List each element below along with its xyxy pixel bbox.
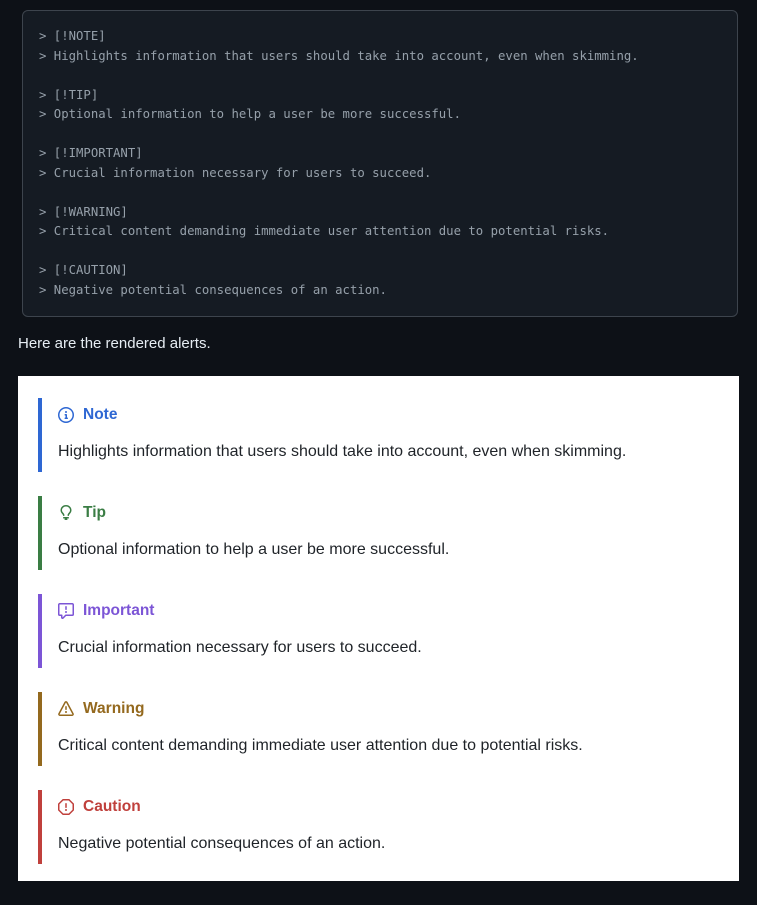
light-bulb-icon [58,505,74,521]
report-icon [58,603,74,619]
alert [38,594,719,668]
code-line: > [!IMPORTANT] [39,146,143,160]
markdown-source-code-block [22,10,738,317]
alert-title-text: Note [83,406,118,423]
alert [38,790,719,864]
alert-body-text: Highlights information that users should take into account, even when skimming. [58,443,627,460]
alert-title-text: Warning [83,700,145,717]
page [0,10,757,881]
code-line [39,183,721,203]
code-line: > [!WARNING] [39,204,128,219]
code-line: > [!CAUTION] [39,263,128,277]
code-line: > Optional information to help a user be more successful. [39,107,461,121]
rendered-alerts-panel [18,376,739,881]
alert-body-text: Optional information to help a user be more successful. [58,541,450,558]
alert-body-text: Crucial information necessary for users to succeed. [58,639,422,656]
alert-title-text: Tip [83,504,106,521]
code-line: > Highlights information that users should take into account, even when skimming. [39,48,639,63]
code-line: > Critical content demanding immediate user attention due to potential risks. [39,224,610,238]
caption-text: Here are the rendered alerts. [18,335,211,352]
code-line: > [!TIP] [39,87,99,102]
code-line: > [!NOTE] [39,29,106,43]
alert-body-text: Negative potential consequences of an action. [58,835,386,852]
alert [38,692,719,766]
alert [38,496,719,570]
alert-title [58,504,703,522]
alert-title [58,798,703,816]
stop-icon [58,799,74,815]
alert-triangle-icon [58,701,74,717]
code-line [39,242,721,262]
code-line: > Negative potential consequences of an action. [39,282,387,297]
alert [38,398,719,472]
alert-body-text: Critical content demanding immediate user attention due to potential risks. [58,737,583,754]
alert-title [58,602,703,620]
code-line [39,125,721,145]
code-line [39,66,721,86]
alert-title [58,406,703,424]
alert-title [58,700,703,718]
alert-title-text: Caution [83,798,141,815]
alert-title-text: Important [83,602,155,619]
code-line: > Crucial information necessary for users to succeed. [39,165,432,180]
info-icon [58,407,74,423]
